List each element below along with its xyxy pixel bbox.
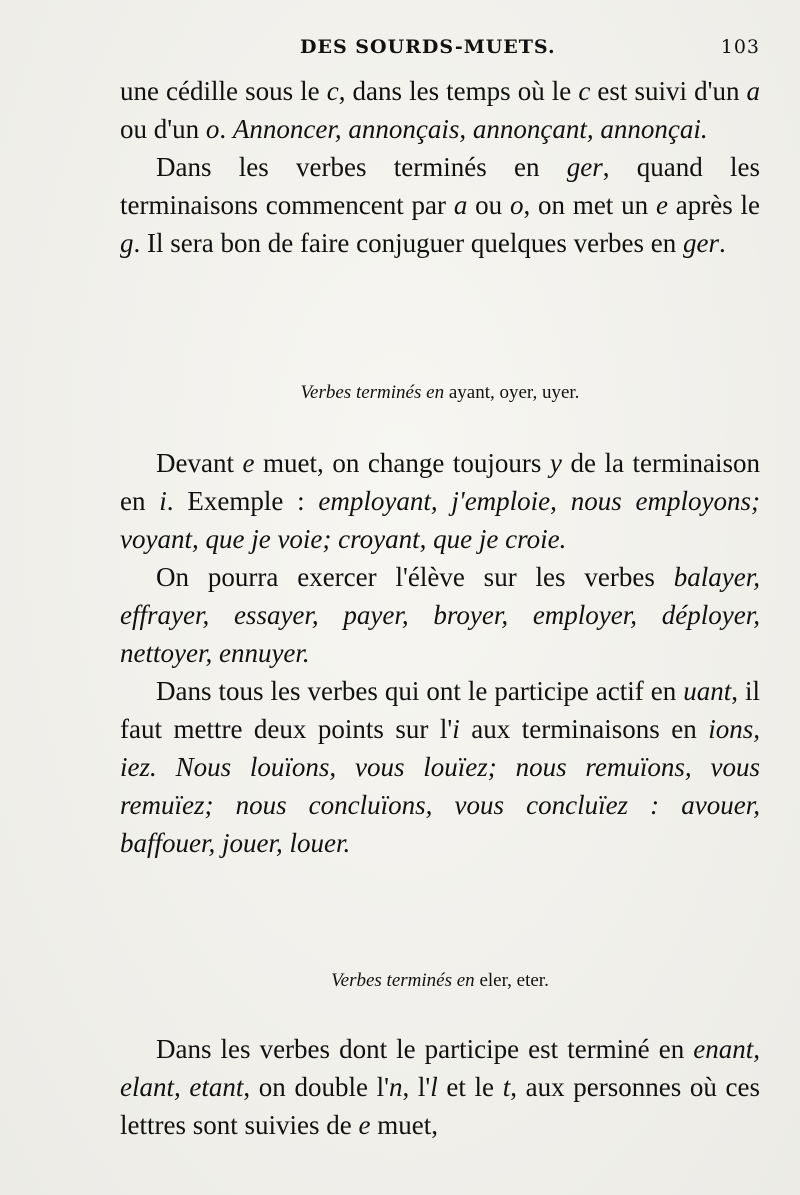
text-block-2 [120,444,760,862]
page-number: 103 [720,36,760,58]
paragraph: Dans tous les verbes qui ont le participe actif en uant, il faut mettre deux points sur l'i aux terminaisons en ions, iez. Nous louïons, vous louïez; nous remuïons, vous remuïez; nous concluïons, vous concluïez : avouer, baffouer, jouer, louer. [120,676,760,858]
paragraph: Devant e muet, on change toujours y de la terminaison en i. Exemple : employant, j'emploie, nous employons; voyant, que je voie; croyant, que je croie. [120,448,760,554]
header-title: DES SOURDS-MUETS. [300,36,556,58]
section-caption-2: Verbes terminés en eler, eter. [331,970,549,991]
section-caption-1: Verbes terminés en ayant, oyer, uyer. [300,382,580,403]
paragraph: une cédille sous le c, dans les temps où le c est suivi d'un a ou d'un o. Annoncer, annonçais, annonçant, annonçai. [120,76,761,144]
paragraph: On pourra exercer l'élève sur les verbes balayer, effrayer, essayer, payer, broyer, employer, déployer, nettoyer, ennuyer. [120,562,760,668]
paragraph: Dans les verbes dont le participe est terminé en enant, elant, etant, on double l'n, l'l et le t, aux personnes où ces lettres sont suivies de e muet, [120,1034,760,1140]
text-block-1 [120,72,760,262]
running-header [300,36,760,58]
text-block-3 [120,1030,760,1144]
paragraph: Dans les verbes terminés en ger, quand les terminaisons commencent par a ou o, on met un e après le g. Il sera bon de faire conjuguer quelques verbes en ger. [120,152,760,258]
